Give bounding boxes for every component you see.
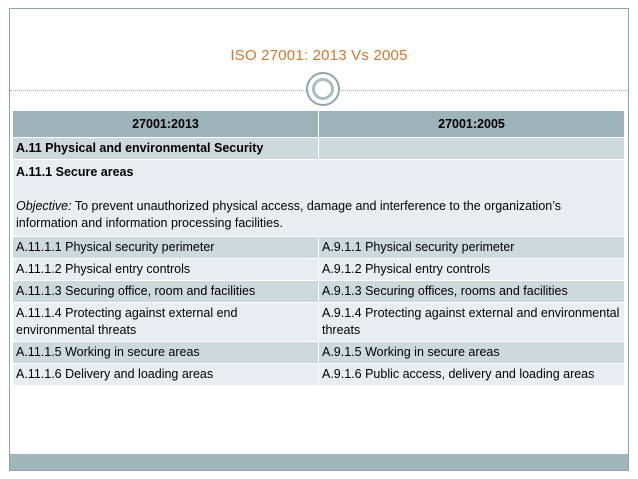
- cell-2013: A.11.1.2 Physical entry controls: [13, 259, 319, 281]
- cell-2005: A.9.1.3 Securing offices, rooms and facilities: [319, 281, 625, 303]
- subsection-title: A.11.1 Secure areas: [16, 165, 134, 179]
- cell-2005: A.9.1.2 Physical entry controls: [319, 259, 625, 281]
- table-row: [13, 342, 625, 364]
- subsection-row: [13, 160, 625, 237]
- section-empty-cell: [319, 138, 625, 160]
- cell-2013: A.11.1.6 Delivery and loading areas: [13, 364, 319, 386]
- cell-2005: A.9.1.6 Public access, delivery and loading areas: [319, 364, 625, 386]
- section-title: A.11 Physical and environmental Security: [13, 138, 319, 160]
- section-row: [13, 138, 625, 160]
- table-row: [13, 259, 625, 281]
- header-2005: 27001:2005: [319, 111, 625, 138]
- comparison-table: [12, 110, 625, 386]
- table-row: [13, 364, 625, 386]
- table-row: [13, 303, 625, 342]
- ring-ornament-icon: [306, 72, 340, 106]
- objective: [16, 198, 621, 232]
- slide: [9, 8, 629, 471]
- cell-2013: A.11.1.5 Working in secure areas: [13, 342, 319, 364]
- subsection-cell: [13, 160, 625, 237]
- objective-text: To prevent unauthorized physical access, damage and interference to the organization’s information and information processing facilities.: [16, 199, 562, 230]
- header-2013: 27001:2013: [13, 111, 319, 138]
- header-row: [13, 111, 625, 138]
- cell-2013: A.11.1.1 Physical security perimeter: [13, 237, 319, 259]
- cell-2005: A.9.1.4 Protecting against external and environmental threats: [319, 303, 625, 342]
- slide-title: ISO 27001: 2013 Vs 2005: [230, 47, 408, 64]
- table-row: [13, 237, 625, 259]
- objective-label: Objective:: [16, 199, 72, 213]
- cell-2005: A.9.1.1 Physical security perimeter: [319, 237, 625, 259]
- cell-2013: A.11.1.3 Securing office, room and facilities: [13, 281, 319, 303]
- cell-2013: A.11.1.4 Protecting against external end environmental threats: [13, 303, 319, 342]
- table-row: [13, 281, 625, 303]
- footer-bar: [10, 454, 628, 470]
- cell-2005: A.9.1.5 Working in secure areas: [319, 342, 625, 364]
